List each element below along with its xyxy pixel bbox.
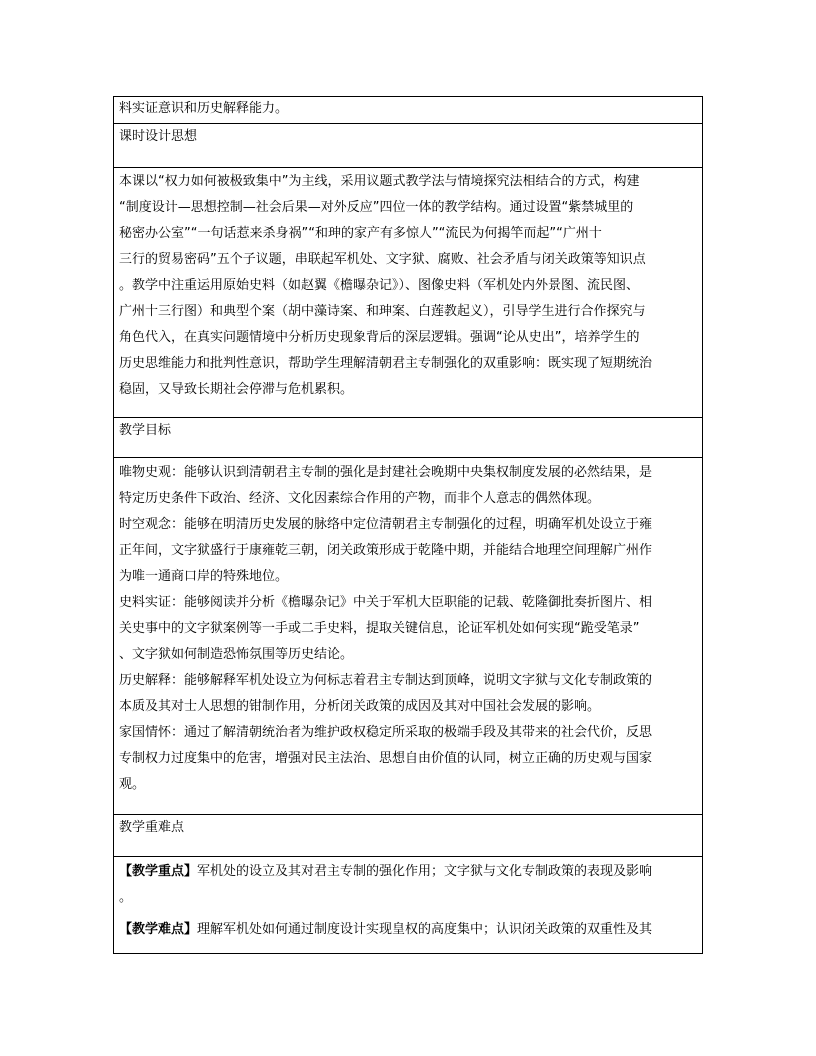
goal-line: 历史解释：能够解释军机处设立为何标志着君主专制达到顶峰，说明文字狱与文化专制政策的 <box>119 673 653 688</box>
difficult-point-label: 【教学难点】 <box>119 922 198 937</box>
continuation-row <box>114 97 702 124</box>
keypoints-heading-row <box>114 815 702 857</box>
design-line: 稳固，又导致长期社会停滞与危机累积。 <box>119 382 354 397</box>
lesson-plan-table <box>113 96 703 954</box>
design-line: 角色代入，在真实问题情境中分析历史现象背后的深层逻辑。强调“论从史出”，培养学生的 <box>119 330 640 345</box>
goal-line: 史料实证：能够阅读并分析《檐曝杂记》中关于军机大臣职能的记载、乾隆御批奏折图片、相 <box>119 595 653 610</box>
goal-line: 唯物史观：能够认识到清朝君主专制的强化是封建社会晚期中央集权制度发展的必然结果，是 <box>119 465 653 480</box>
design-line: 三行的贸易密码”五个子议题，串联起军机处、文字狱、腐败、社会矛盾与闭关政策等知识点 <box>119 252 646 267</box>
design-line: 。教学中注重运用原始史料（如赵翼《檐曝杂记》）、图像史料（军机处内外景图、流民图、 <box>119 278 640 293</box>
design-line: 本课以“权力如何被极致集中”为主线，采用议题式教学法与情境探究法相结合的方式，构建 <box>119 174 640 189</box>
goal-line: 观。 <box>119 777 146 792</box>
goal-line: 关史事中的文字狱案例等一手或二手史料，提取关键信息，论证军机处如何实现“跪受笔录” <box>119 621 640 636</box>
goal-line: 、文字狱如何制造恐怖氛围等历史结论。 <box>119 647 354 662</box>
goal-line: 专制权力过度集中的危害，增强对民主法治、思想自由价值的认同，树立正确的历史观与国家 <box>119 751 653 766</box>
goal-interpretation <box>119 668 697 720</box>
difficult-point-text: 理解军机处如何通过制度设计实现皇权的高度集中；认识闭关政策的双重性及其 <box>197 922 653 937</box>
design-line: 秘密办公室”“一句话惹来杀身祸”“和珅的家产有多惊人”“流民为何揭竿而起”“广州十 <box>119 226 602 241</box>
goal-line: 正年间，文字狱盛行于康雍乾三朝，闭关政策形成于乾隆中期，并能结合地理空间理解广州作 <box>119 543 653 558</box>
keypoints-body-row <box>114 857 702 953</box>
difficult-point <box>119 917 697 943</box>
goal-line: 特定历史条件下政治、经济、文化因素综合作用的产物，而非个人意志的偶然体现。 <box>119 491 601 506</box>
continuation-text: 料实证意识和历史解释能力。 <box>119 101 289 116</box>
goal-patriotism <box>119 720 697 798</box>
goal-materialism <box>119 460 697 512</box>
key-point <box>119 859 697 911</box>
key-point-label: 【教学重点】 <box>119 864 198 879</box>
goals-heading-row <box>114 418 702 458</box>
design-heading-row <box>114 124 702 168</box>
goal-line: 本质及其对士人思想的钳制作用，分析闭关政策的成因及其对中国社会发展的影响。 <box>119 699 601 714</box>
keypoints-heading: 教学重难点 <box>119 820 185 835</box>
goal-line: 时空观念：能够在明清历史发展的脉络中定位清朝君主专制强化的过程，明确军机处设立于雍 <box>119 517 653 532</box>
design-line: 历史思维能力和批判性意识，帮助学生理解清朝君主专制强化的双重影响：既实现了短期统治 <box>119 356 653 371</box>
key-point-text-cont: 。 <box>119 890 133 905</box>
design-heading: 课时设计思想 <box>119 129 198 144</box>
goal-spacetime <box>119 512 697 590</box>
goals-body-row <box>114 458 702 815</box>
design-line: 广州十三行图）和典型个案（胡中藻诗案、和珅案、白莲教起义），引导学生进行合作探究与 <box>119 304 646 319</box>
design-body-row <box>114 168 702 418</box>
goal-line: 家国情怀：通过了解清朝统治者为维护政权稳定所采取的极端手段及其带来的社会代价，反思 <box>119 725 653 740</box>
design-line: “制度设计—思想控制—社会后果—对外反应”四位一体的教学结构。通过设置“紫禁城里的 <box>119 200 634 215</box>
key-point-text: 军机处的设立及其对君主专制的强化作用；文字狱与文化专制政策的表现及影响 <box>197 864 653 879</box>
goals-heading: 教学目标 <box>119 423 172 438</box>
goal-line: 为唯一通商口岸的特殊地位。 <box>119 569 289 584</box>
goal-evidence <box>119 590 697 668</box>
